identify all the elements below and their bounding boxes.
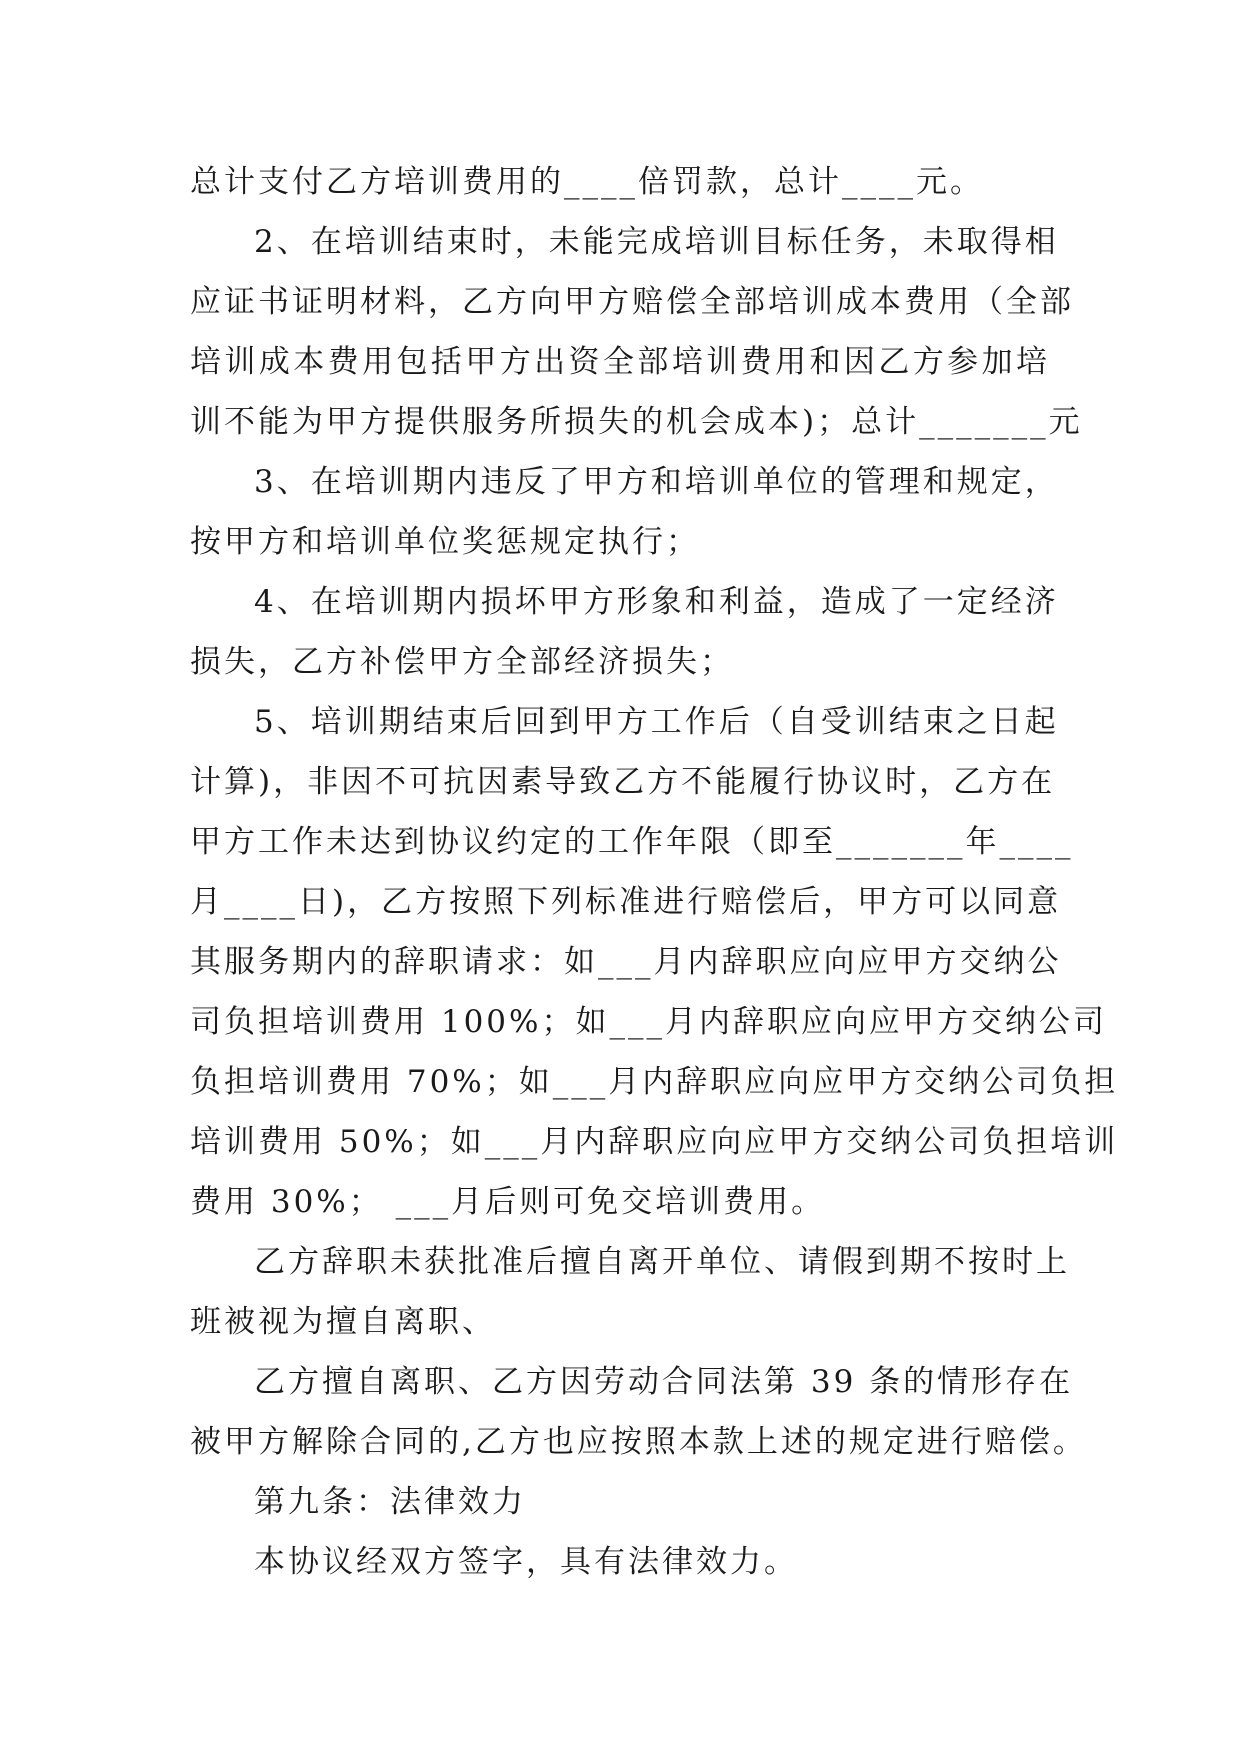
text-line: 按甲方和培训单位奖惩规定执行； <box>190 524 700 560</box>
text-line: 司负担培训费用 100%；如___月内辞职应向应甲方交纳公司 <box>190 1004 1107 1040</box>
text-line: 总计支付乙方培训费用的____倍罚款，总计____元。 <box>190 164 984 200</box>
text-line: 甲方工作未达到协议约定的工作年限（即至_______年____ <box>190 824 1074 860</box>
text-line: 乙方擅自离职、乙方因劳动合同法第 39 条的情形存在 <box>254 1364 1074 1400</box>
text-line: 乙方辞职未获批准后擅自离开单位、请假到期不按时上 <box>254 1244 1070 1280</box>
text-line: 月____日)，乙方按照下列标准进行赔偿后，甲方可以同意 <box>190 884 1062 920</box>
text-line: 被甲方解除合同的,乙方也应按照本款上述的规定进行赔偿。 <box>190 1424 1087 1460</box>
text-line: 培训费用 50%；如___月内辞职应向应甲方交纳公司负担培训 <box>190 1124 1119 1160</box>
section-heading: 第九条：法律效力 <box>254 1484 526 1520</box>
text-line: 本协议经双方签字，具有法律效力。 <box>254 1544 798 1580</box>
text-line: 其服务期内的辞职请求：如___月内辞职应向应甲方交纳公 <box>190 944 1062 980</box>
text-line: 损失，乙方补偿甲方全部经济损失； <box>190 644 734 680</box>
text-line: 费用 30%； ___月后则可免交培训费用。 <box>190 1184 826 1220</box>
text-line: 2、在培训结束时，未能完成培训目标任务，未取得相 <box>254 224 1059 260</box>
text-line: 训不能为甲方提供服务所损失的机会成本)；总计_______元 <box>190 404 1083 440</box>
text-line: 计算)，非因不可抗因素导致乙方不能履行协议时，乙方在 <box>190 764 1056 800</box>
text-line: 负担培训费用 70%；如___月内辞职应向应甲方交纳公司负担 <box>190 1064 1119 1100</box>
text-line: 3、在培训期内违反了甲方和培训单位的管理和规定， <box>254 464 1059 500</box>
text-line: 应证书证明材料，乙方向甲方赔偿全部培训成本费用（全部 <box>190 284 1074 320</box>
text-line: 培训成本费用包括甲方出资全部培训费用和因乙方参加培 <box>190 344 1050 380</box>
text-line: 5、培训期结束后回到甲方工作后（自受训结束之日起 <box>254 704 1059 740</box>
text-line: 4、在培训期内损坏甲方形象和利益，造成了一定经济 <box>254 584 1059 620</box>
text-line: 班被视为擅自离职、 <box>190 1304 496 1340</box>
